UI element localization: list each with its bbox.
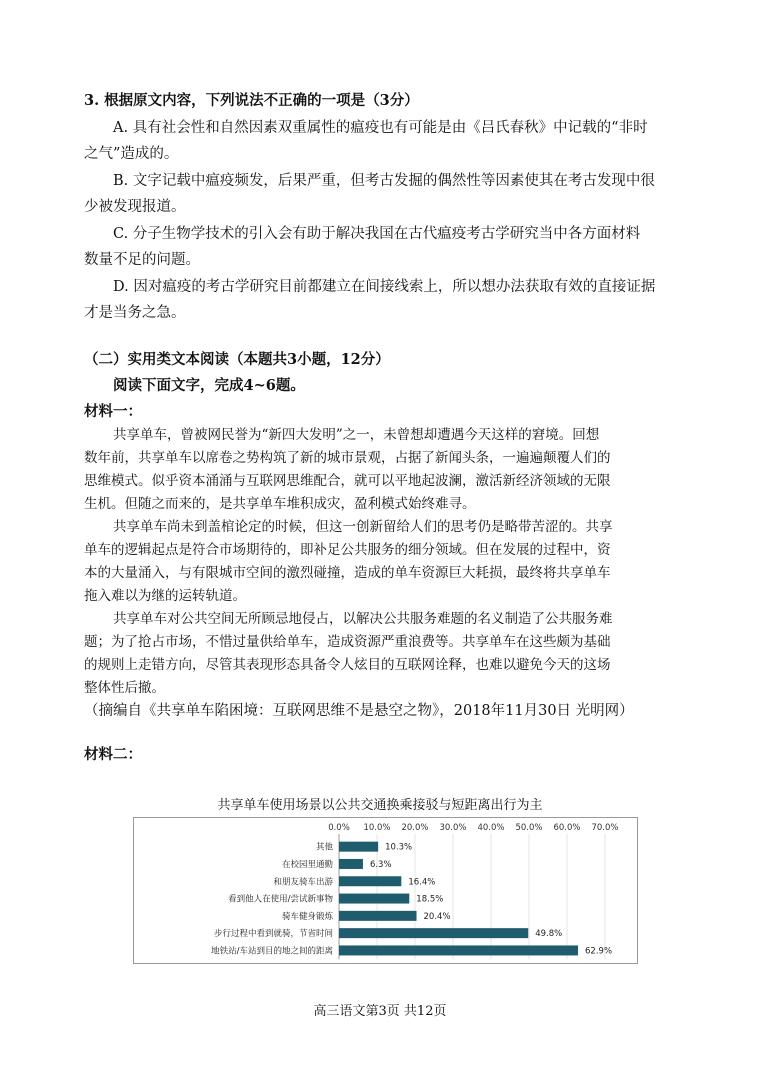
bar	[339, 911, 417, 921]
data-label: 10.3%	[385, 842, 413, 853]
material-2-label: 材料二：	[84, 746, 142, 763]
data-label: 20.4%	[423, 911, 451, 922]
data-label: 16.4%	[408, 877, 436, 888]
bar	[339, 859, 363, 869]
material-1-line: 本的大量涌入，与有限城市空间的激烈碰撞，造成的单车资源巨大耗损，最终将共享单车	[84, 565, 611, 581]
chart-container	[133, 817, 638, 964]
x-tick-label: 20.0%	[401, 823, 429, 833]
material-1-line: 共享单车尚未到盖棺论定的时候，但这一创新留给人们的思考仍是略带苦涩的。共享	[113, 519, 613, 535]
option-b-line1: B. 文字记载中瘟疫频发，后果严重，但考古发掘的偶然性等因素使其在考古发现中很	[113, 173, 655, 189]
bar-chart	[134, 818, 637, 963]
bar	[339, 945, 578, 955]
option-d-line1: D. 因对瘟疫的考古学研究目前都建立在间接线索上，所以想办法获取有效的直接证据	[113, 279, 656, 295]
option-a-line1: A. 具有社会性和自然因素双重属性的瘟疫也有可能是由《吕氏春秋》中记载的“非时	[113, 120, 648, 136]
bar	[339, 928, 528, 938]
data-label: 49.8%	[535, 929, 563, 940]
material-1-line: 共享单车对公共空间无所顾忌地侵占，以解决公共服务难题的名义制造了公共服务难	[113, 611, 613, 627]
option-c-line2: 数量不足的问题。	[84, 252, 200, 268]
category-label: 和朋友骑车出游	[273, 877, 333, 888]
material-1-line: 的规则上走错方向，尽管其表现形态具备令人炫目的互联网诠释，也难以避免今天的这场	[84, 657, 611, 673]
category-label: 地铁站/车站到目的地之间的距离	[211, 946, 333, 957]
bar	[339, 894, 409, 904]
material-1-line: 拖入难以为继的运转轨道。	[84, 588, 246, 604]
option-c-line1: C. 分子生物学技术的引入会有助于解决我国在古代瘟疫考古学研究当中各方面材料	[113, 226, 641, 242]
category-label: 其他	[315, 842, 333, 853]
bar	[339, 876, 401, 886]
material-1-line: 单车的逻辑起点是符合市场期待的，即补足公共服务的细分领域。但在发展的过程中，资	[84, 542, 611, 558]
x-tick-label: 50.0%	[515, 823, 543, 833]
data-label: 18.5%	[416, 894, 444, 905]
section-2-instruction: 阅读下面文字，完成4~6题。	[113, 377, 305, 394]
material-1-line: 思维模式。似乎资本涌涌与互联网思维配合，就可以平地起波澜，激活新经济领域的无限	[84, 473, 611, 489]
option-d-line2: 才是当务之急。	[84, 305, 186, 321]
category-label: 步行过程中看到就骑，节省时间	[213, 929, 333, 940]
data-label: 6.3%	[369, 859, 392, 870]
question-3-title: 3. 根据原文内容，下列说法不正确的一项是（3分）	[84, 92, 419, 109]
page-footer: 高三语文第3页 共12页	[313, 1004, 447, 1019]
x-tick-label: 70.0%	[591, 823, 619, 833]
material-1-label: 材料一：	[84, 403, 142, 420]
material-1-line: 数年前，共享单车以席卷之势构筑了新的城市景观，占据了新闻头条，一遍遍颠覆人们的	[84, 450, 611, 466]
x-tick-label: 0.0%	[328, 823, 350, 833]
material-1-line: 整体性后撤。	[84, 680, 165, 696]
material-1-line: 共享单车，曾被网民誉为“新四大发明”之一，未曾想却遭遇今天这样的窘境。回想	[113, 427, 600, 443]
x-tick-label: 40.0%	[477, 823, 505, 833]
category-label: 看到他人在使用/尝试新事物	[228, 894, 333, 905]
category-label: 在校园里通勤	[281, 859, 333, 870]
material-1-line: 生机。但随之而来的，是共享单车堆积成灾，盈利模式始终难寻。	[84, 496, 476, 512]
section-2-title: （二）实用类文本阅读（本题共3小题，12分）	[84, 351, 390, 368]
x-tick-label: 10.0%	[363, 823, 391, 833]
data-label: 62.9%	[585, 946, 613, 957]
option-b-line2: 少被发现报道。	[84, 199, 186, 215]
x-tick-label: 30.0%	[439, 823, 467, 833]
x-tick-label: 60.0%	[553, 823, 581, 833]
bar	[339, 842, 378, 852]
option-a-line2: 之气”造成的。	[84, 146, 179, 162]
material-1-source: （摘编自《共享单车陷困境：互联网思维不是悬空之物》，2018年11月30日 光明网）	[84, 703, 634, 719]
category-label: 骑车健身锻炼	[281, 911, 333, 922]
chart-title: 共享单车使用场景以公共交通换乘接驳与短距离出行为主	[217, 798, 543, 813]
material-1-line: 题；为了抢占市场，不惜过量供给单车，造成资源严重浪费等。共享单车在这些颇为基础	[84, 634, 611, 650]
